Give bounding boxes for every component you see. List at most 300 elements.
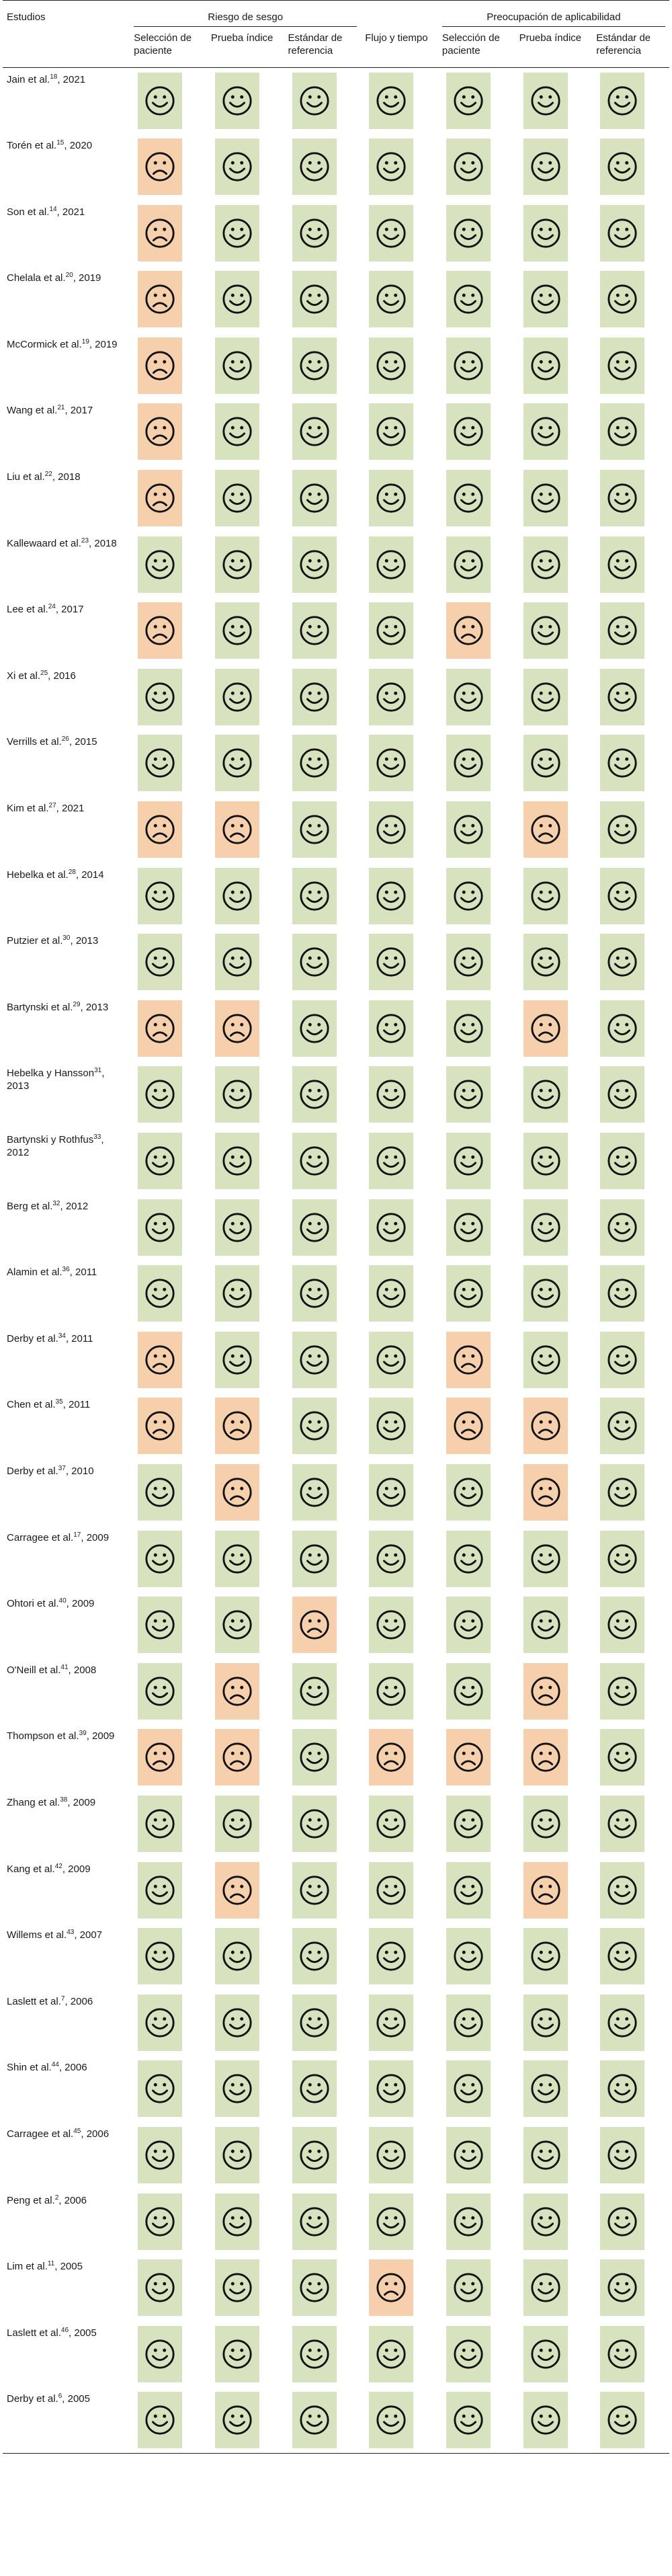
rating-cell	[130, 664, 207, 731]
rating-cell	[130, 996, 207, 1062]
table-row	[3, 2387, 669, 2454]
rating-cell	[361, 1061, 438, 1128]
smiley-happy-icon	[292, 1928, 337, 1984]
smiley-sad-icon	[215, 801, 259, 858]
smiley-happy-icon	[600, 669, 644, 725]
rating-cell	[361, 730, 438, 797]
study-reference-number: 6	[58, 2392, 62, 2401]
study-author: Putzier et al.	[7, 935, 63, 947]
smiley-happy-icon	[292, 2060, 337, 2117]
smiley-sad-icon	[138, 403, 182, 460]
smiley-happy-icon	[215, 1531, 259, 1587]
rating-cell	[284, 996, 362, 1062]
rating-cell	[592, 664, 669, 731]
study-year: , 2007	[74, 1929, 103, 1941]
smiley-happy-icon	[369, 2326, 413, 2382]
smiley-happy-icon	[292, 2326, 337, 2382]
rating-cell	[592, 1393, 669, 1459]
smiley-happy-icon	[292, 205, 337, 261]
study-year: , 2008	[68, 1664, 97, 1676]
study-author: Lim et al.	[7, 2261, 48, 2273]
rating-cell	[207, 200, 284, 267]
smiley-sad-icon	[446, 1729, 491, 1785]
rating-cell	[130, 532, 207, 598]
rating-cell	[130, 1857, 207, 1924]
study-author: Xi et al.	[7, 670, 41, 682]
smiley-sad-icon	[215, 1398, 259, 1454]
smiley-happy-icon	[215, 73, 259, 129]
rating-cell	[130, 1658, 207, 1725]
study-reference-number: 11	[47, 2260, 55, 2268]
rating-cell	[130, 2189, 207, 2255]
smiley-sad-icon	[215, 1663, 259, 1720]
smiley-happy-icon	[138, 2392, 182, 2448]
rating-cell	[361, 598, 438, 664]
smiley-happy-icon	[523, 1199, 568, 1256]
table-row	[3, 1923, 669, 1990]
table-row	[3, 1393, 669, 1459]
rating-cell	[207, 598, 284, 664]
smiley-happy-icon	[369, 1066, 413, 1123]
rating-cell	[515, 1526, 593, 1593]
rating-cell	[515, 996, 593, 1062]
smiley-happy-icon	[446, 801, 491, 858]
rating-cell	[284, 2189, 362, 2255]
smiley-happy-icon	[446, 1597, 491, 1653]
smiley-happy-icon	[369, 2193, 413, 2250]
smiley-happy-icon	[523, 403, 568, 460]
study-name	[3, 1658, 130, 1725]
rating-cell	[284, 929, 362, 996]
smiley-happy-icon	[292, 1199, 337, 1256]
smiley-happy-icon	[215, 1133, 259, 1189]
smiley-happy-icon	[369, 1398, 413, 1454]
study-name	[3, 797, 130, 863]
rating-cell	[207, 2189, 284, 2255]
applicability-label: Preocupación de aplicabilidad	[442, 11, 665, 27]
smiley-happy-icon	[600, 205, 644, 261]
smiley-sad-icon	[138, 271, 182, 327]
smiley-happy-icon	[600, 735, 644, 791]
study-reference-number: 38	[60, 1796, 68, 1804]
smiley-happy-icon	[446, 2127, 491, 2183]
smiley-happy-icon	[446, 2326, 491, 2382]
study-author: Hebelka et al.	[7, 869, 69, 881]
smiley-happy-icon	[292, 1398, 337, 1454]
smiley-happy-icon	[215, 1265, 259, 1322]
rating-cell	[284, 2255, 362, 2321]
smiley-happy-icon	[292, 934, 337, 990]
rating-cell	[130, 399, 207, 465]
rating-cell	[130, 1791, 207, 1857]
table-row	[3, 598, 669, 664]
smiley-happy-icon	[138, 1199, 182, 1256]
smiley-happy-icon	[446, 1531, 491, 1587]
study-name	[3, 1923, 130, 1990]
study-reference-number: 19	[81, 337, 89, 346]
smiley-happy-icon	[215, 138, 259, 195]
smiley-happy-icon	[138, 1796, 182, 1852]
table-row	[3, 200, 669, 267]
rating-cell	[515, 863, 593, 930]
rating-cell	[592, 929, 669, 996]
rating-cell	[592, 1061, 669, 1128]
rating-cell	[515, 2056, 593, 2122]
study-author: Hebelka y Hansson	[7, 1068, 95, 1080]
smiley-sad-icon	[138, 205, 182, 261]
rating-cell	[592, 996, 669, 1062]
study-name	[3, 664, 130, 731]
rating-cell	[361, 1128, 438, 1195]
smiley-happy-icon	[215, 2392, 259, 2448]
rating-cell	[207, 1195, 284, 1261]
smiley-happy-icon	[292, 1796, 337, 1852]
rating-cell	[592, 1857, 669, 1924]
study-reference-number: 20	[65, 272, 73, 280]
rating-cell	[207, 929, 284, 996]
smiley-happy-icon	[215, 205, 259, 261]
rating-cell	[130, 2122, 207, 2189]
rating-cell	[130, 2321, 207, 2388]
study-reference-number: 44	[51, 2061, 59, 2069]
rating-cell	[284, 2122, 362, 2189]
table-row	[3, 532, 669, 598]
table-row	[3, 996, 669, 1062]
smiley-happy-icon	[369, 1265, 413, 1322]
study-year: , 2019	[89, 338, 118, 350]
study-year: , 2006	[65, 1995, 93, 2007]
rating-cell	[592, 2189, 669, 2255]
smiley-sad-icon	[523, 1862, 568, 1919]
smiley-happy-icon	[292, 1332, 337, 1388]
col-header-patient-selection-bias: Selección de paciente	[134, 32, 192, 56]
smiley-sad-icon	[138, 1729, 182, 1785]
smiley-happy-icon	[523, 2127, 568, 2183]
smiley-happy-icon	[215, 2326, 259, 2382]
smiley-happy-icon	[369, 2060, 413, 2117]
table-row	[3, 2122, 669, 2189]
rating-cell	[438, 1459, 515, 1526]
study-author: Thompson et al.	[7, 1730, 79, 1742]
rating-cell	[438, 134, 515, 200]
study-year: , 2021	[56, 803, 85, 815]
smiley-happy-icon	[138, 1663, 182, 1720]
study-name	[3, 1990, 130, 2056]
rating-cell	[207, 1923, 284, 1990]
smiley-happy-icon	[600, 2326, 644, 2382]
smiley-sad-icon	[446, 602, 491, 659]
smiley-happy-icon	[446, 868, 491, 924]
smiley-happy-icon	[446, 1464, 491, 1521]
rating-cell	[438, 1260, 515, 1327]
rating-cell	[438, 1724, 515, 1791]
rating-cell	[515, 1592, 593, 1658]
study-author: Carragee et al.	[7, 2128, 74, 2140]
study-reference-number: 35	[55, 1398, 63, 1406]
smiley-happy-icon	[523, 1597, 568, 1653]
rating-cell	[207, 1327, 284, 1394]
smiley-happy-icon	[215, 1995, 259, 2051]
study-reference-number: 14	[49, 205, 57, 213]
smiley-happy-icon	[523, 2193, 568, 2250]
study-year: , 2009	[81, 1531, 110, 1543]
rating-cell	[592, 730, 669, 797]
smiley-happy-icon	[292, 735, 337, 791]
smiley-happy-icon	[369, 602, 413, 659]
smiley-happy-icon	[600, 470, 644, 526]
study-author: Torén et al.	[7, 140, 57, 152]
study-reference-number: 29	[73, 1000, 81, 1008]
study-reference-number: 7	[60, 1995, 65, 2003]
smiley-happy-icon	[138, 73, 182, 129]
study-name	[3, 532, 130, 598]
rating-cell	[438, 1061, 515, 1128]
study-name	[3, 2189, 130, 2255]
smiley-sad-icon	[523, 1398, 568, 1454]
study-author: O'Neill et al.	[7, 1664, 61, 1676]
smiley-sad-icon	[215, 1464, 259, 1521]
smiley-happy-icon	[215, 271, 259, 327]
table-row	[3, 797, 669, 863]
smiley-happy-icon	[523, 73, 568, 129]
smiley-happy-icon	[292, 1000, 337, 1057]
smiley-happy-icon	[600, 73, 644, 129]
rating-cell	[207, 2122, 284, 2189]
study-name	[3, 266, 130, 333]
rating-cell	[207, 2321, 284, 2388]
rating-cell	[284, 465, 362, 532]
rating-cell	[592, 1327, 669, 1394]
rating-cell	[284, 266, 362, 333]
smiley-happy-icon	[600, 1597, 644, 1653]
rating-cell	[284, 2056, 362, 2122]
table-row	[3, 2189, 669, 2255]
rating-cell	[438, 863, 515, 930]
smiley-happy-icon	[292, 1995, 337, 2051]
smiley-happy-icon	[523, 205, 568, 261]
rating-cell	[361, 68, 438, 134]
smiley-sad-icon	[138, 470, 182, 526]
study-name	[3, 465, 130, 532]
rating-cell	[515, 1061, 593, 1128]
smiley-happy-icon	[446, 1265, 491, 1322]
study-author: Liu et al.	[7, 471, 45, 483]
rating-cell	[284, 2387, 362, 2454]
smiley-happy-icon	[138, 2326, 182, 2382]
rating-cell	[438, 399, 515, 465]
smiley-happy-icon	[138, 1928, 182, 1984]
smiley-happy-icon	[369, 1995, 413, 2051]
study-author: Ohtori et al.	[7, 1598, 59, 1610]
rating-cell	[284, 1128, 362, 1195]
smiley-happy-icon	[369, 1862, 413, 1919]
rating-cell	[361, 929, 438, 996]
smiley-happy-icon	[600, 1133, 644, 1189]
rating-cell	[207, 399, 284, 465]
rating-cell	[361, 863, 438, 930]
study-author: Derby et al.	[7, 1332, 58, 1344]
smiley-happy-icon	[600, 403, 644, 460]
smiley-happy-icon	[369, 1133, 413, 1189]
rating-cell	[361, 2321, 438, 2388]
smiley-happy-icon	[138, 1265, 182, 1322]
smiley-happy-icon	[446, 1995, 491, 2051]
smiley-happy-icon	[138, 1995, 182, 2051]
rating-cell	[130, 797, 207, 863]
rating-cell	[438, 1990, 515, 2056]
smiley-happy-icon	[600, 1464, 644, 1521]
rating-cell	[284, 68, 362, 134]
rating-cell	[438, 2189, 515, 2255]
smiley-happy-icon	[292, 1066, 337, 1123]
table-row	[3, 266, 669, 333]
rating-cell	[207, 2056, 284, 2122]
rating-cell	[515, 1459, 593, 1526]
rating-cell	[284, 1923, 362, 1990]
study-year: , 2011	[69, 1266, 97, 1279]
rating-cell	[284, 863, 362, 930]
rating-cell	[207, 1990, 284, 2056]
rating-cell	[515, 1260, 593, 1327]
study-year: , 2010	[65, 1465, 94, 1477]
study-reference-number: 17	[73, 1531, 81, 1539]
rating-cell	[438, 598, 515, 664]
rating-cell	[515, 2255, 593, 2321]
smiley-happy-icon	[523, 934, 568, 990]
smiley-happy-icon	[138, 1862, 182, 1919]
smiley-happy-icon	[292, 138, 337, 195]
smiley-happy-icon	[292, 1729, 337, 1785]
group-gap	[361, 1, 438, 28]
smiley-happy-icon	[138, 536, 182, 593]
rating-cell	[592, 1459, 669, 1526]
study-reference-number: 22	[44, 471, 52, 479]
smiley-happy-icon	[369, 2392, 413, 2448]
study-name	[3, 200, 130, 267]
rating-cell	[284, 1791, 362, 1857]
study-author: Berg et al.	[7, 1200, 53, 1212]
study-reference-number: 18	[50, 73, 58, 81]
smiley-happy-icon	[138, 669, 182, 725]
smiley-happy-icon	[369, 470, 413, 526]
study-author: Lee et al.	[7, 604, 48, 616]
rating-cell	[592, 266, 669, 333]
study-year: , 2009	[86, 1730, 115, 1742]
rating-cell	[515, 1923, 593, 1990]
smiley-happy-icon	[369, 536, 413, 593]
smiley-happy-icon	[600, 1000, 644, 1057]
study-year: , 2005	[69, 2327, 97, 2339]
smiley-happy-icon	[446, 403, 491, 460]
smiley-happy-icon	[446, 1066, 491, 1123]
smiley-happy-icon	[446, 2193, 491, 2250]
rating-cell	[130, 2056, 207, 2122]
table-row	[3, 2321, 669, 2388]
smiley-happy-icon	[600, 2392, 644, 2448]
smiley-happy-icon	[600, 868, 644, 924]
rating-cell	[592, 1990, 669, 2056]
smiley-happy-icon	[369, 1464, 413, 1521]
study-author: Chen et al.	[7, 1399, 56, 1411]
study-author: Kallewaard et al.	[7, 537, 81, 549]
rating-cell	[438, 730, 515, 797]
rating-cell	[284, 399, 362, 465]
rating-cell	[438, 2122, 515, 2189]
rating-cell	[515, 1658, 593, 1725]
rating-cell	[438, 1592, 515, 1658]
rating-cell	[207, 2255, 284, 2321]
smiley-happy-icon	[292, 337, 337, 394]
rating-cell	[515, 1195, 593, 1261]
study-reference-number: 32	[52, 1199, 60, 1207]
smiley-happy-icon	[446, 1199, 491, 1256]
smiley-happy-icon	[292, 868, 337, 924]
rating-cell	[592, 1128, 669, 1195]
smiley-happy-icon	[600, 2259, 644, 2316]
smiley-happy-icon	[600, 1531, 644, 1587]
rating-cell	[130, 333, 207, 399]
rating-cell	[438, 1195, 515, 1261]
rating-cell	[361, 465, 438, 532]
smiley-happy-icon	[369, 934, 413, 990]
rating-cell	[592, 2255, 669, 2321]
rating-cell	[438, 2056, 515, 2122]
study-name	[3, 1061, 130, 1128]
smiley-happy-icon	[292, 1464, 337, 1521]
table-row	[3, 1195, 669, 1261]
study-reference-number: 28	[68, 868, 76, 876]
rating-cell	[592, 1923, 669, 1990]
smiley-sad-icon	[523, 1464, 568, 1521]
smiley-happy-icon	[446, 73, 491, 129]
rating-cell	[515, 2387, 593, 2454]
rating-cell	[130, 863, 207, 930]
smiley-happy-icon	[600, 934, 644, 990]
smiley-happy-icon	[138, 2193, 182, 2250]
rating-cell	[130, 730, 207, 797]
smiley-happy-icon	[523, 2259, 568, 2316]
rating-cell	[438, 2387, 515, 2454]
study-name	[3, 2056, 130, 2122]
rating-cell	[515, 2189, 593, 2255]
rating-cell	[361, 333, 438, 399]
rating-cell	[515, 399, 593, 465]
smiley-happy-icon	[369, 1796, 413, 1852]
smiley-happy-icon	[292, 470, 337, 526]
smiley-happy-icon	[523, 1928, 568, 1984]
table-row	[3, 863, 669, 930]
smiley-happy-icon	[600, 536, 644, 593]
smiley-happy-icon	[600, 1796, 644, 1852]
rating-cell	[515, 797, 593, 863]
smiley-happy-icon	[523, 1531, 568, 1587]
rating-cell	[130, 266, 207, 333]
study-reference-number: 21	[57, 404, 65, 412]
rating-cell	[207, 1459, 284, 1526]
rating-cell	[515, 598, 593, 664]
study-author: Bartynski y Rothfus	[7, 1134, 94, 1145]
smiley-happy-icon	[600, 801, 644, 858]
smiley-happy-icon	[215, 669, 259, 725]
smiley-sad-icon	[138, 138, 182, 195]
smiley-happy-icon	[600, 1332, 644, 1388]
rating-cell	[515, 200, 593, 267]
rating-cell	[284, 333, 362, 399]
study-author: Son et al.	[7, 206, 50, 218]
smiley-happy-icon	[523, 669, 568, 725]
rating-cell	[438, 1923, 515, 1990]
rating-cell	[438, 1128, 515, 1195]
